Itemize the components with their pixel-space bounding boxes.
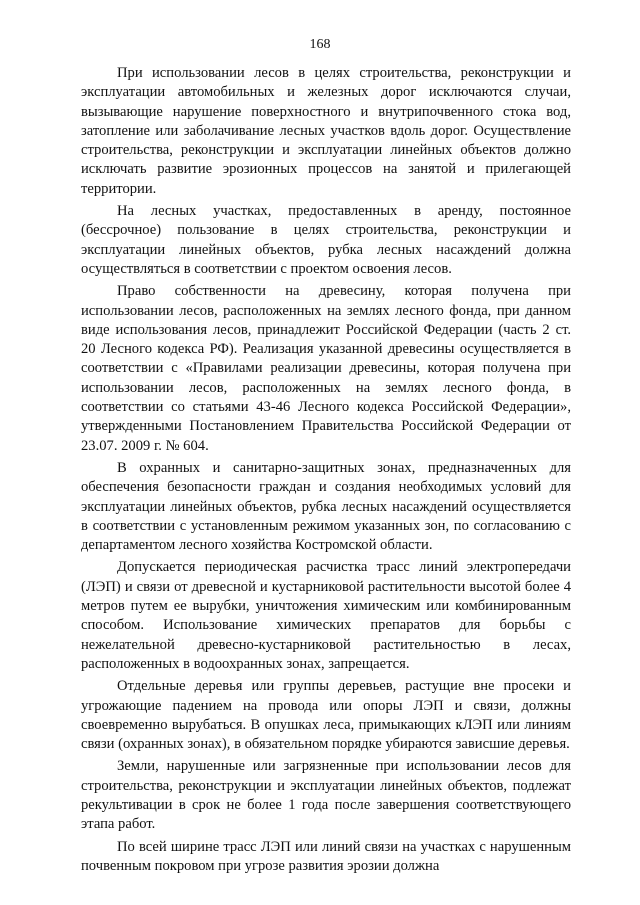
paragraph-land-reclamation: Земли, нарушенные или загрязненные при использовании лесов для строительства, реконструкции и эксплуатации линейных объектов, подлежат рекультивации в срок не более 1 года после завершения соответствующего этапа работ.: [81, 758, 571, 833]
paragraph-hazard-trees: Отдельные деревья или группы деревьев, растущие вне просеки и угрожающие падением на провода или опоры ЛЭП и связи, должны своевременно вырубаться. В опушках леса, примыкающих кЛЭП или линиям связи (охранных зонах), в обязательном порядке убираются зависшие деревья.: [81, 678, 571, 753]
paragraph-timber-ownership: Право собственности на древесину, которая получена при использовании лесов, расположенных на землях лесного фонда, при данном виде использования лесов, принадлежит Российской Федерации (часть 2 ст. 20 Лесного кодекса РФ). Реализация указанной древесины осуществляется в соответствии с «Правилами реализации древесины, которая получена при использовании лесов, расположенных на землях лесного фонда, в соответствии со статьями 43-46 Лесного кодекса Российской Федерации», утвержденными Постановлением Правительства Российской Федерации от 23.07. 2009 г. № 604.: [81, 283, 571, 454]
paragraph-erosion-control: По всей ширине трасс ЛЭП или линий связи на участках с нарушенным почвенным покровом при угрозе развития эрозии должна: [81, 838, 571, 874]
paragraph-road-construction: При использовании лесов в целях строительства, реконструкции и эксплуатации автомобильных и железных дорог исключаются случаи, вызывающие нарушение поверхностного и внутрипочвенного стока вод, затопление или заболачивание лесных участков вдоль дорог. Осуществление строительства, реконструкции и эксплуатации линейных объектов должно исключать развитие эрозионных процессов на занятой и прилегающей территории.: [81, 65, 571, 197]
document-body: [81, 64, 571, 879]
paragraph-powerline-clearing: Допускается периодическая расчистка трасс линий электропередачи (ЛЭП) и связи от древесной и кустарниковой растительности высотой более 4 метров путем ее вырубки, уничтожения химическим или комбинированным способом. Использование химических препаратов для борьбы с нежелательной древесно-кустарниковой растительностью в лесах, расположенных в водоохранных зонах, запрещается.: [81, 559, 571, 672]
paragraph-leased-plots: На лесных участках, предоставленных в аренду, постоянное (бессрочное) пользование в целях строительства, реконструкции и эксплуатации линейных объектов, рубка лесных насаждений должна осуществляться в соответствии с проектом освоения лесов.: [81, 203, 571, 277]
paragraph-protection-zones: В охранных и санитарно-защитных зонах, предназначенных для обеспечения безопасности граждан и создания необходимых условий для эксплуатации линейных объектов, рубка лесных насаждений осуществляется в соответствии с установленным режимом указанных зон, по согласованию с департаментом лесного хозяйства Костромской области.: [81, 459, 571, 554]
page-number: 168: [309, 37, 331, 52]
